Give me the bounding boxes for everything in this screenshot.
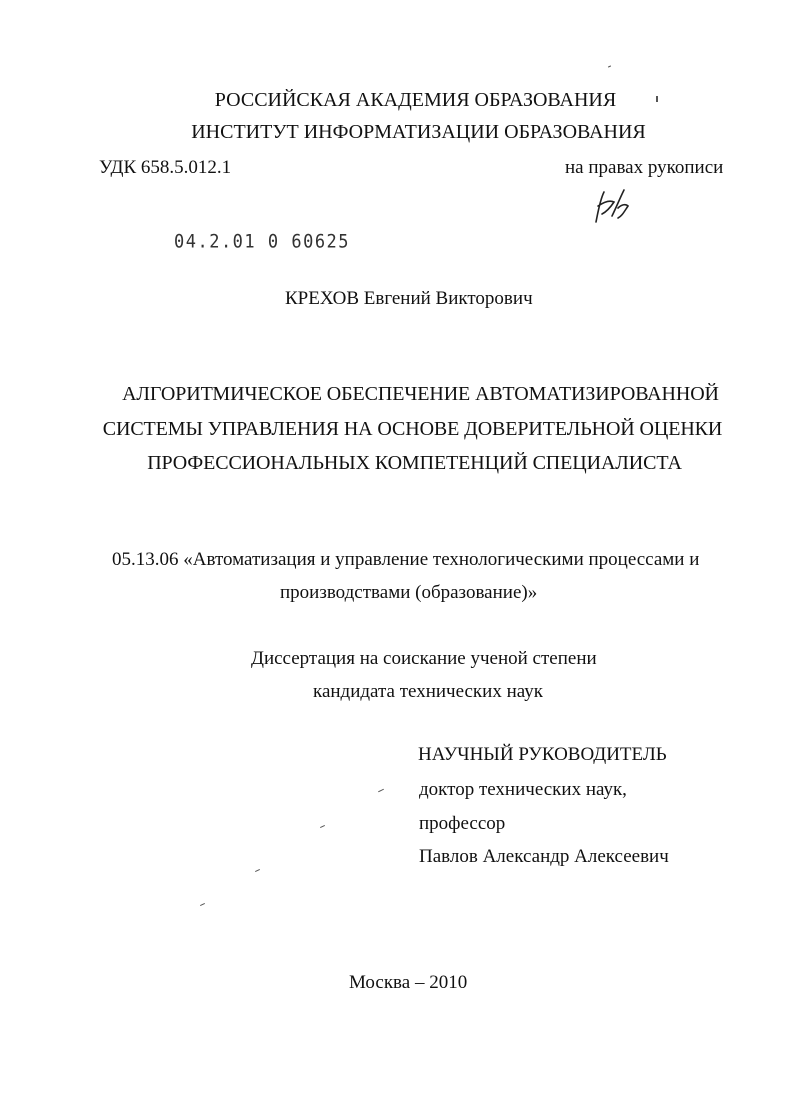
academy-name: РОССИЙСКАЯ АКАДЕМИЯ ОБРАЗОВАНИЯ [214,89,617,111]
specialty-line-2: производствами (образование)» [280,582,538,603]
title-line-2: СИСТЕМЫ УПРАВЛЕНИЯ НА ОСНОВЕ ДОВЕРИТЕЛЬНОЙ ОЦЕНКИ [102,418,723,440]
supervisor-name: Павлов Александр Алексеевич [419,846,669,867]
supervisor-degree: доктор технических наук, [419,779,627,800]
scan-speck [255,869,260,872]
supervisor-rank: профессор [419,813,506,834]
scan-speck [608,65,611,67]
scan-speck [320,825,325,828]
supervisor-heading: НАУЧНЫЙ РУКОВОДИТЕЛЬ [418,744,667,765]
scan-speck [200,903,205,906]
manuscript-note: на правах рукописи [565,157,724,178]
udk-code: УДК 658.5.012.1 [99,157,232,178]
title-line-1: АЛГОРИТМИЧЕСКОЕ ОБЕСПЕЧЕНИЕ АВТОМАТИЗИРОВАННОЙ [122,383,719,405]
degree-line-1: Диссертация на соискание ученой степени [251,648,597,669]
author-name: КРЕХОВ Евгений Викторович [285,288,533,309]
signature-icon [588,186,638,226]
institute-name: ИНСТИТУТ ИНФОРМАТИЗАЦИИ ОБРАЗОВАНИЯ [191,121,646,143]
scan-speck [378,789,384,792]
degree-line-2: кандидата технических наук [313,681,543,702]
registration-stamp-number: 04.2.01 0 60625 [174,231,351,253]
scan-speck [656,96,658,102]
title-line-3: ПРОФЕССИОНАЛЬНЫХ КОМПЕТЕНЦИЙ СПЕЦИАЛИСТА [147,452,682,474]
place-year: Москва – 2010 [349,972,468,993]
specialty-line-1: 05.13.06 «Автоматизация и управление технологическими процессами и [112,549,700,570]
